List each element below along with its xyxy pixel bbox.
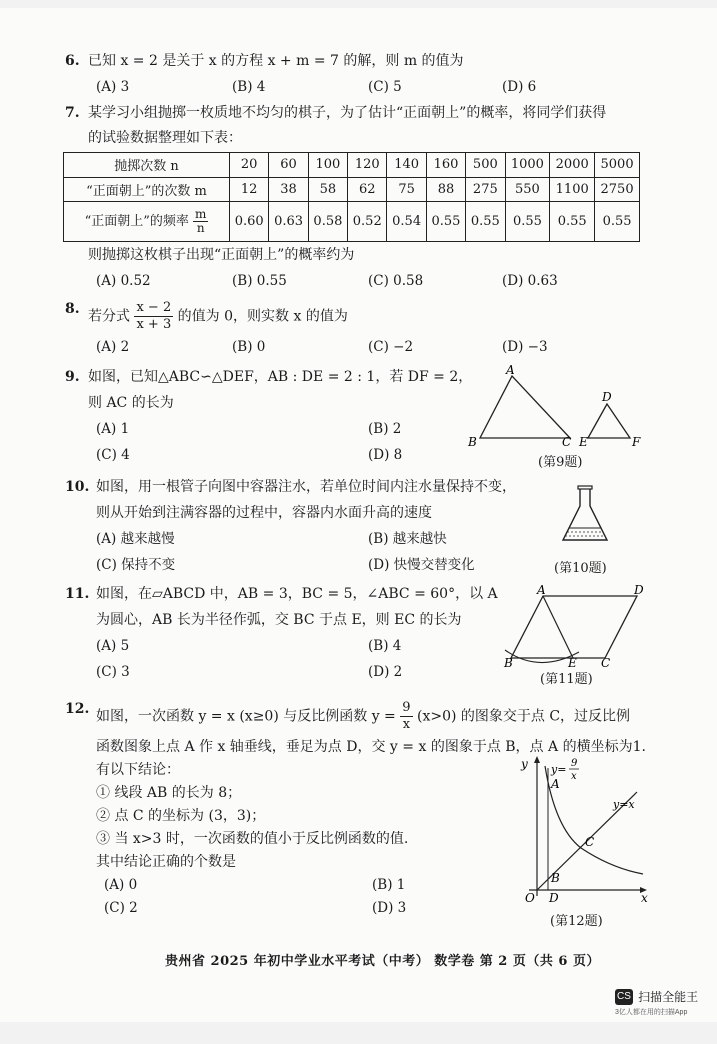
table-cell: 0.54 — [387, 202, 426, 242]
table-cell: 58 — [308, 177, 347, 202]
option-d: (D) 8 — [368, 447, 403, 463]
figure-caption: (第9题) — [538, 455, 583, 470]
option-d: (D) 快慢交替变化 — [368, 557, 475, 573]
table-cell: 550 — [505, 177, 550, 202]
question-stem — [88, 300, 348, 333]
fraction-numerator: m — [195, 207, 207, 221]
figure-caption: (第12题) — [550, 914, 603, 929]
table-cell: 0.63 — [269, 202, 308, 242]
fraction — [134, 300, 173, 333]
function-graph-figure — [515, 748, 655, 908]
option-a: (A) 越来越慢 — [96, 531, 175, 547]
question-stem-line1: 如图，用一根管子向图中容器注水，若单位时间内注水量保持不变， — [96, 479, 516, 495]
question-number: 11. — [65, 586, 90, 602]
option-c: (C) −2 — [368, 339, 414, 355]
table-cell: 0.55 — [426, 202, 465, 242]
table-cell: 140 — [387, 153, 426, 178]
question-number: 7. — [65, 105, 80, 121]
label-d: D — [634, 583, 644, 597]
question-stem-line1: 如图，在▱ABCD 中，AB = 3，BC = 5，∠ABC = 60°，以 A — [96, 586, 498, 602]
y-axis-arrow — [534, 756, 540, 763]
question-stem-line3: 有以下结论： — [96, 762, 180, 778]
table-cell: 38 — [269, 177, 308, 202]
question-stem-line1: 某学习小组抛掷一枚质地不均匀的棋子，为了估计“正面朝上”的概率，将同学们获得 — [88, 105, 607, 121]
label-a: A — [506, 364, 515, 377]
label-f: F — [632, 435, 641, 449]
stem-post: (x>0) 的图象交于点 C，过反比例 — [416, 708, 631, 725]
exam-page — [0, 8, 717, 1022]
option-d: (D) −3 — [502, 339, 548, 355]
option-d: (D) 2 — [368, 664, 403, 680]
option-b: (B) 2 — [368, 421, 402, 437]
question-stem-line1: 如图，已知△ABC∽△DEF，AB : DE = 2 : 1，若 DF = 2， — [88, 369, 473, 385]
scanner-logo-icon: CS — [615, 989, 633, 1005]
option-c: (C) 0.58 — [368, 273, 424, 289]
row-header: 抛掷次数 n — [64, 153, 230, 178]
label-curve-den: x — [571, 771, 577, 782]
question-ask: 则抛掷这枚棋子出现“正面朝上”的概率约为 — [88, 247, 355, 263]
table-cell: 12 — [230, 177, 269, 202]
option-b: (B) 0.55 — [232, 273, 287, 289]
label-line: y=x — [613, 798, 635, 811]
table-cell: 1000 — [505, 153, 550, 178]
segment-ae — [543, 596, 573, 658]
table-cell: 20 — [230, 153, 269, 178]
option-c: (C) 4 — [96, 447, 130, 463]
label-d: D — [602, 390, 612, 404]
label-y: y — [521, 757, 528, 771]
table-cell: 0.55 — [595, 202, 640, 242]
stem-pre: 如图，一次函数 y = x (x≥0) 与反比例函数 y = — [96, 708, 396, 725]
table-cell: 75 — [387, 177, 426, 202]
question-number: 12. — [65, 701, 90, 717]
table-cell: 100 — [308, 153, 347, 178]
option-b: (B) 0 — [232, 339, 266, 355]
fraction-numerator: x − 2 — [136, 300, 172, 315]
conclusion-3: ③ 当 x>3 时，一次函数的值小于反比例函数的值. — [96, 831, 409, 847]
flask-rim — [578, 486, 592, 489]
question-stem-line2: 则 AC 的长为 — [88, 395, 174, 411]
option-c: (C) 保持不变 — [96, 557, 176, 573]
question-number: 9. — [65, 369, 80, 385]
question-stem-line2: 的试验数据整理如下表： — [88, 130, 242, 146]
label-c: C — [562, 435, 572, 449]
label-e: E — [579, 435, 588, 449]
scanner-watermark — [615, 986, 698, 1017]
question-number: 8. — [65, 301, 80, 317]
table-cell: 0.55 — [550, 202, 595, 242]
table-cell: 2000 — [550, 153, 595, 178]
parallelogram-figure — [495, 582, 655, 672]
fraction-denominator: x + 3 — [136, 317, 172, 332]
option-b: (B) 4 — [368, 638, 402, 654]
table-row-frequency — [64, 202, 640, 242]
label-b: B — [468, 435, 477, 449]
fraction-9-over-x — [400, 700, 412, 733]
stem-pre: 若分式 — [88, 308, 130, 325]
label-b: B — [504, 656, 513, 670]
parallelogram-abcd — [511, 596, 637, 658]
question-stem-line2: 则从开始到注满容器的过程中，容器内水面升高的速度 — [96, 505, 432, 521]
option-b: (B) 越来越快 — [368, 531, 447, 547]
option-b: (B) 4 — [232, 79, 266, 95]
question-ask: 其中结论正确的个数是 — [96, 854, 236, 870]
label-d: D — [549, 891, 559, 905]
table-cell: 88 — [426, 177, 465, 202]
label-c: C — [601, 656, 611, 670]
question-stem-line2: 函数图象上点 A 作 x 轴垂线，垂足为点 D，交 y = x 的图象于点 B，点 A 的横坐标为1. — [96, 739, 646, 755]
question-stem: 已知 x = 2 是关于 x 的方程 x + m = 7 的解，则 m 的值为 — [88, 53, 464, 69]
table-cell: 62 — [348, 177, 387, 202]
table-cell: 160 — [426, 153, 465, 178]
table-cell: 2750 — [595, 177, 640, 202]
stem-post: 的值为 0，则实数 x 的值为 — [177, 308, 348, 325]
fraction-m-over-n — [193, 208, 208, 235]
label-o: O — [525, 891, 535, 905]
fraction-denominator: x — [402, 717, 411, 732]
table-cell: 0.55 — [505, 202, 550, 242]
table-cell: 0.55 — [466, 202, 505, 242]
table-row-throws — [64, 153, 640, 178]
option-a: (A) 0.52 — [96, 273, 151, 289]
table-cell: 500 — [466, 153, 505, 178]
table-cell: 5000 — [595, 153, 640, 178]
table-cell: 0.52 — [348, 202, 387, 242]
figure-caption: (第11题) — [540, 672, 593, 687]
label-a: A — [551, 777, 560, 791]
option-a: (A) 2 — [96, 339, 130, 355]
question-stem-line2: 为圆心，AB 长为半径作弧，交 BC 于点 E，则 EC 的长为 — [96, 612, 462, 628]
option-d: (D) 3 — [372, 900, 407, 916]
fraction-denominator: n — [196, 221, 205, 235]
row-header — [64, 202, 230, 242]
option-d: (D) 0.63 — [502, 273, 558, 289]
figure-caption: (第10题) — [554, 561, 607, 576]
question-number: 6. — [65, 53, 80, 69]
fraction-numerator: 9 — [402, 700, 411, 715]
table-cell: 1100 — [550, 177, 595, 202]
table-cell: 120 — [348, 153, 387, 178]
scanner-app-name: 扫描全能王 — [638, 990, 699, 1004]
option-a: (A) 3 — [96, 79, 130, 95]
table-cell: 0.60 — [230, 202, 269, 242]
question-number: 10. — [65, 479, 90, 495]
conclusion-1: ① 线段 AB 的长为 8； — [96, 785, 242, 801]
option-d: (D) 6 — [502, 79, 537, 95]
conclusion-2: ② 点 C 的坐标为 (3，3)； — [96, 808, 266, 824]
label-e: E — [568, 656, 577, 670]
similar-triangles-figure — [462, 364, 682, 464]
scanner-tagline: 3亿人都在用的扫描App — [615, 1009, 688, 1016]
label-b: B — [551, 871, 560, 885]
option-a: (A) 5 — [96, 638, 130, 654]
option-b: (B) 1 — [372, 877, 406, 893]
label-curve-num: 9 — [571, 758, 578, 769]
table-cell: 60 — [269, 153, 308, 178]
triangle-abc — [480, 376, 570, 438]
table-cell: 0.58 — [308, 202, 347, 242]
table-row-heads — [64, 177, 640, 202]
option-c: (C) 2 — [104, 900, 138, 916]
label-c: C — [585, 835, 595, 849]
row-header-text: “正面朝上”的频率 — [84, 214, 189, 229]
option-a: (A) 0 — [104, 877, 138, 893]
label-x: x — [641, 891, 648, 905]
triangle-def — [588, 404, 630, 438]
row-header: “正面朝上”的次数 m — [64, 177, 230, 202]
option-c: (C) 5 — [368, 79, 402, 95]
frequency-table — [63, 152, 640, 242]
page-footer: 贵州省 2025 年初中学业水平考试（中考） 数学卷 第 2 页（共 6 页） — [165, 954, 600, 969]
table-cell: 275 — [466, 177, 505, 202]
label-a: A — [537, 583, 546, 597]
hyperbola-curve — [545, 766, 643, 874]
option-c: (C) 3 — [96, 664, 130, 680]
flask-container-figure — [555, 482, 615, 554]
label-curve: y= — [551, 763, 567, 776]
option-a: (A) 1 — [96, 421, 130, 437]
question-stem-line1 — [96, 700, 630, 733]
